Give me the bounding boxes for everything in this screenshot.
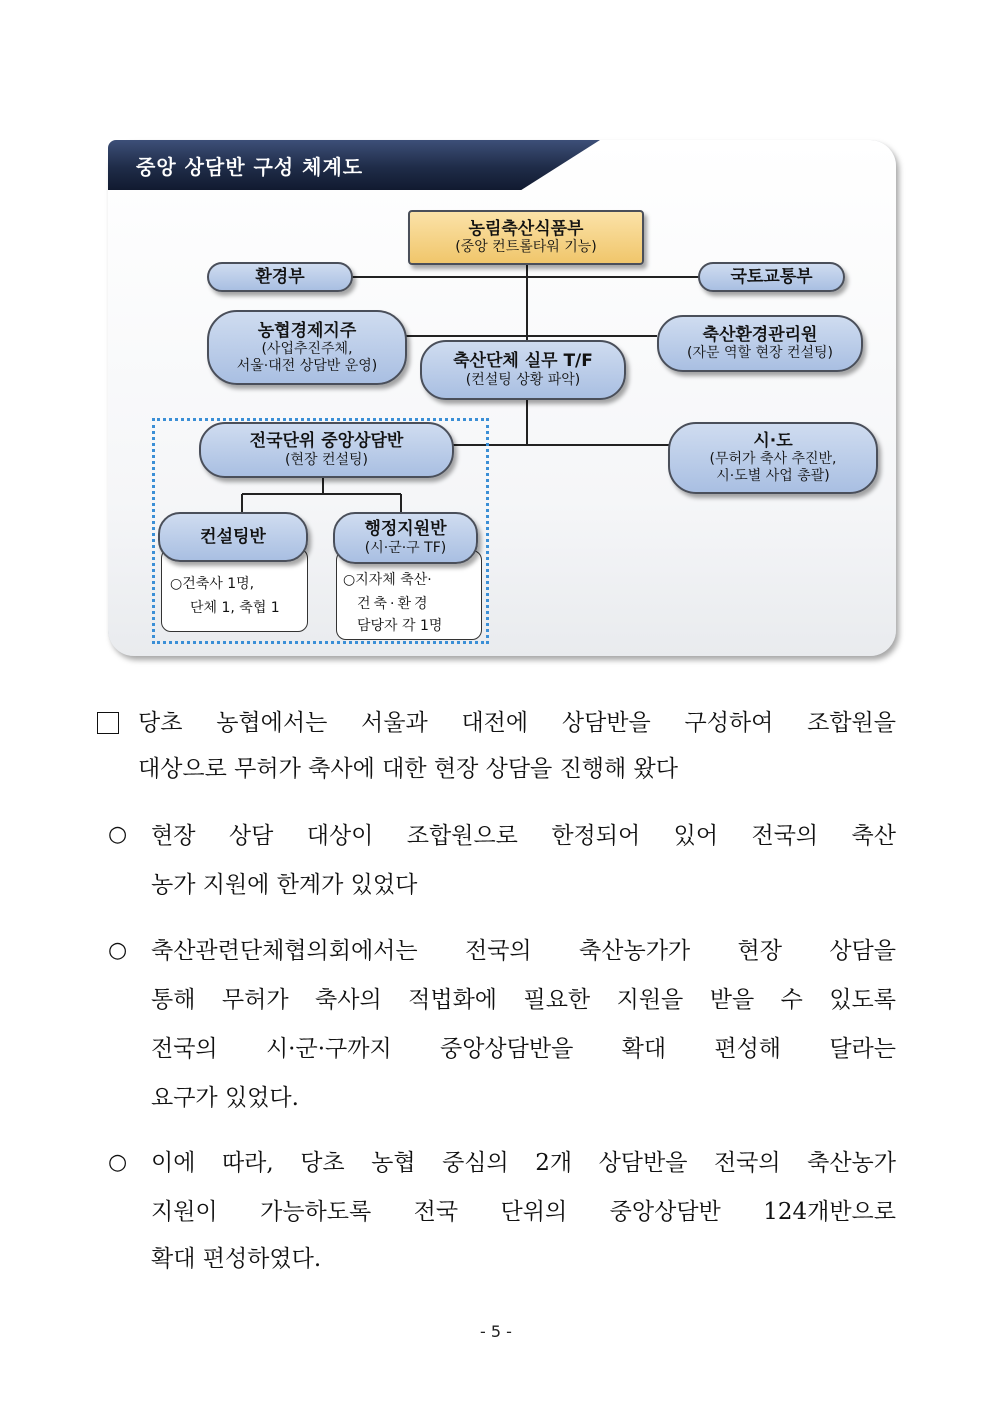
paragraph-4 bbox=[151, 1140, 896, 1235]
tf-sub: (컨설팅 상황 파악) bbox=[465, 371, 581, 388]
nh-name: 농협경제지주 bbox=[257, 320, 357, 341]
nh-sub2: 서울·대전 상담반 운영) bbox=[236, 357, 378, 374]
admin-name: 행정지원반 bbox=[364, 519, 447, 540]
paragraph-3 bbox=[151, 928, 896, 1072]
tf-node bbox=[420, 340, 626, 400]
p4-line2: 지원이 가능하도록 전국 단위의 중앙상담반 124개반으로 bbox=[151, 1199, 896, 1225]
consult-line2: 단체 1, 축협 1 bbox=[190, 599, 280, 616]
p1-line1: 당초 농협에서는 서울과 대전에 상담반을 구성하여 조합원을 bbox=[138, 710, 896, 736]
paragraph-2 bbox=[151, 813, 896, 859]
circle-bullet-3: ○ bbox=[108, 938, 128, 963]
p3-line3: 전국의 시·군·구까지 중앙상담반을 확대 편성해 달라는 bbox=[151, 1036, 896, 1062]
admin-line2: 건축·환경 bbox=[357, 595, 431, 612]
nh-node bbox=[207, 310, 407, 385]
p1-line2: 대상으로 무허가 축사에 대한 현장 상담을 진행해 왔다 bbox=[138, 756, 678, 782]
tf-name: 축산단체 실무 T/F bbox=[453, 351, 593, 372]
admin-line3: 담당자 각 1명 bbox=[357, 617, 443, 634]
national-node bbox=[199, 422, 454, 478]
page-number: - 5 - bbox=[480, 1322, 512, 1341]
consult-name: 컨설팅반 bbox=[200, 526, 266, 547]
circle-bullet-4: ○ bbox=[108, 1150, 128, 1175]
p3-line1: 축산관련단체협의회에서는 전국의 축산농가가 현장 상담을 bbox=[151, 938, 896, 964]
p3-line2: 통해 무허가 축사의 적법화에 필요한 지원을 받을 수 있도록 bbox=[151, 987, 896, 1013]
circle-bullet-2: ○ bbox=[108, 822, 128, 847]
admin-sub: (시·군·구 TF) bbox=[364, 539, 447, 556]
national-name: 전국단위 중앙상담반 bbox=[249, 431, 404, 452]
environment-name: 환경부 bbox=[255, 266, 305, 287]
p4-line1: 이에 따라, 당초 농협 중심의 2개 상담반을 전국의 축산농가 bbox=[151, 1150, 896, 1176]
environment-node bbox=[207, 262, 353, 292]
p4-line3: 확대 편성하였다. bbox=[151, 1246, 322, 1272]
ministry-node bbox=[408, 210, 644, 265]
square-bullet bbox=[97, 712, 119, 734]
paragraph-1 bbox=[138, 700, 896, 746]
livestock-env-node bbox=[657, 315, 863, 372]
sido-name: 시·도 bbox=[753, 431, 793, 451]
p2-line1: 현장 상담 대상이 조합원으로 한정되어 있어 전국의 축산 bbox=[151, 823, 896, 849]
livestock-env-sub: (자문 역할 현장 컨설팅) bbox=[687, 345, 833, 362]
consult-line1: ○건축사 1명, bbox=[170, 576, 255, 592]
ministry-sub: (중앙 컨트롤타워 기능) bbox=[455, 239, 597, 256]
consult-node bbox=[158, 512, 308, 562]
p2-line2: 농가 지원에 한계가 있었다 bbox=[151, 872, 418, 898]
admin-line1: ○지자체 축산· bbox=[343, 572, 432, 588]
land-name: 국토교통부 bbox=[730, 266, 813, 287]
nh-sub1: (사업추진주체, bbox=[261, 340, 353, 357]
sido-node bbox=[668, 422, 878, 494]
livestock-env-name: 축산환경관리원 bbox=[702, 324, 818, 345]
diagram-title: 중앙 상담반 구성 체계도 bbox=[136, 155, 364, 179]
p3-line4: 요구가 있었다. bbox=[151, 1085, 299, 1111]
national-sub: (현장 컨설팅) bbox=[285, 451, 368, 468]
sido-sub2: 시·도별 사업 총괄) bbox=[716, 468, 830, 485]
ministry-name: 농림축산식품부 bbox=[468, 218, 584, 239]
land-node bbox=[698, 262, 845, 292]
admin-node bbox=[333, 512, 478, 564]
sido-sub1: (무허가 축사 추진반, bbox=[709, 451, 837, 468]
